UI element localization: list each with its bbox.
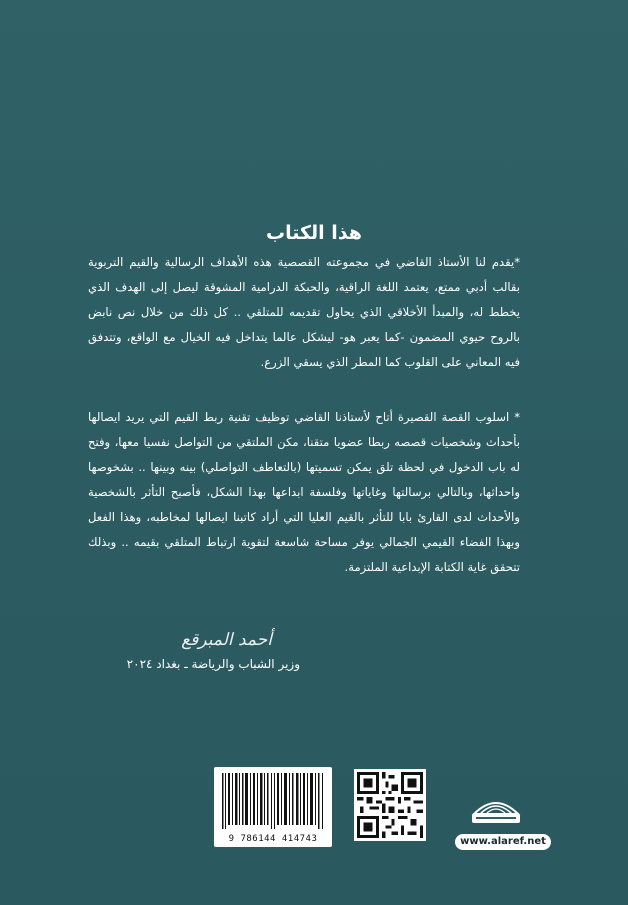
publisher-website: www.alaref.net (455, 834, 551, 850)
author-role: وزير الشباب والرياضة ـ بغداد ٢٠٢٤ (126, 657, 300, 671)
author-signature: أحمد المبرقع (181, 630, 272, 650)
qr-code (354, 769, 426, 841)
paragraph-2: * اسلوب القصة القصيرة أتاح لأستاذنا القاضي توظيف تقنية ربط القيم التي يريد ايصالها بأحداث وشخصيات قصصه ربطا عضويا متقنا، مكن الملتقي من التواصل نفسيا معها، وفتح له باب الدخول في لحظة تلق يمكن تسميتها (بالتعاطف التواصلي) بينه وبينها .. بشخوصها واحداثها، وبالتالي برسالتها وغاياتها وفلسفة ابداعها بهذا الشكل، فأصبح التأثر بالشخصية والأحداث لدى القارئ بابا للتأثر بالقيم العليا التي أراد كاتبنا ايصالها لمخاطبه، وهذا الفعل وبهذا الفضاء القيمي الجمالي يوفر مساحة شاسعة لتقوية ارتباط المتلقي بقيمه .. وبذلك تتحقق غاية الكتابة الإبداعية الملتزمة. (88, 410, 520, 574)
paragraph-1: *يقدم لنا الأستاذ القاضي في مجموعته القصصية هذه الأهداف الرسالية والقيم التربوية بقالب أدبي ممتع، يعتمد اللغة الراقية، والحبكة الدرامية المشوقة ليصل إلى الهدف الذي يخطط له، والمبدأ الأخلاقي الذي يحاول تقديمه للمتلقي .. كل ذلك من خلال نص نابض بالروح حيوي المضمون -كما يعبر هو- ليشكل عالما يتداخل فيه الخيال مع الواقع، وتتدفق فيه المعاني على القلوب كما المطر الذي يسقي الزرع. (88, 255, 520, 369)
barcode-number: 9 786144 414743 (228, 834, 318, 844)
barcode-icon (220, 773, 326, 829)
publisher-logo-icon (466, 784, 526, 828)
section-title: هذا الكتاب (266, 222, 362, 244)
qr-code-icon (357, 772, 423, 838)
isbn-barcode (214, 767, 332, 847)
